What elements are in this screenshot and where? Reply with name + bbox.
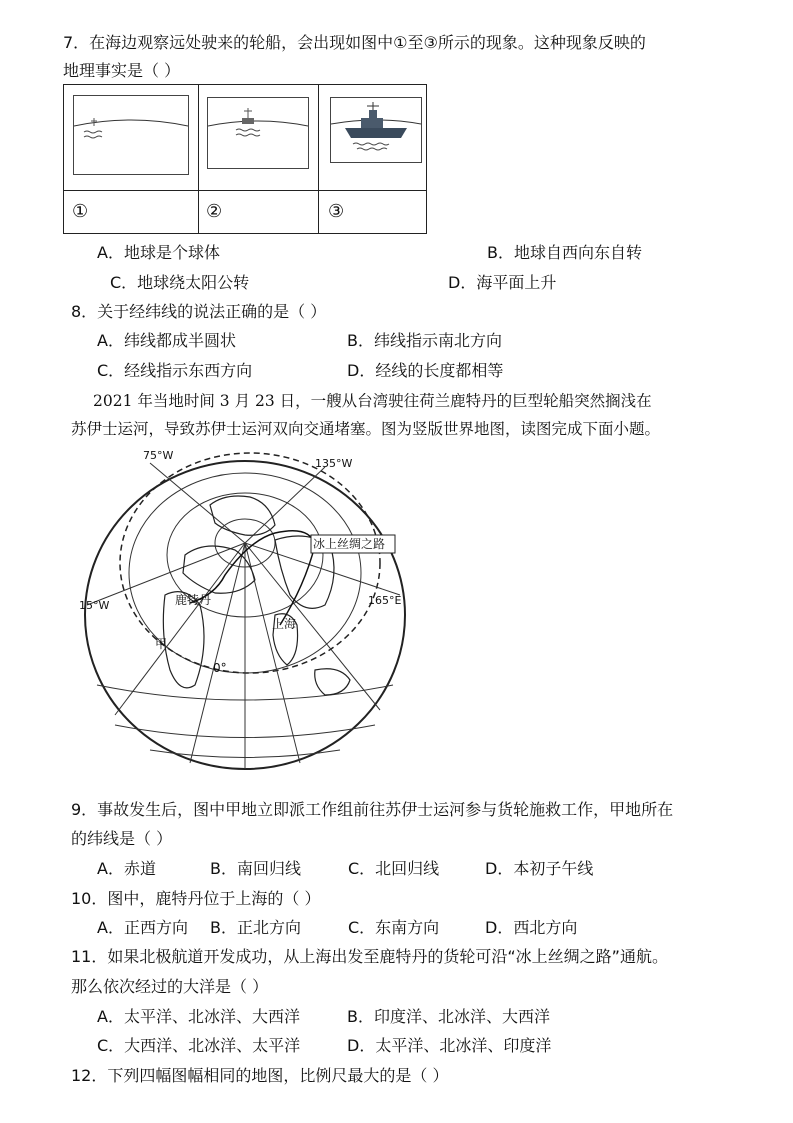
label-rotterdam: 鹿特丹 xyxy=(175,593,212,607)
q10-option-a[interactable]: A．正西方向 xyxy=(97,918,188,937)
label-15w: 15°W xyxy=(79,599,110,612)
label-shanghai: 上海 xyxy=(272,617,297,631)
q7-stem-line1: 7．在海边观察远处驶来的轮船，会出现如图中①至③所示的现象。这种现象反映的 xyxy=(63,33,646,52)
q11-option-c[interactable]: C．大西洋、北冰洋、太平洋 xyxy=(97,1036,301,1055)
ship-scene-1 xyxy=(73,95,189,175)
q9-option-d[interactable]: D．本初子午线 xyxy=(485,859,594,878)
q9-stem-line2: 的纬线是（ ） xyxy=(71,829,173,848)
ship-scene-3 xyxy=(330,97,422,163)
vertical-world-map xyxy=(75,445,430,775)
q9-option-b[interactable]: B．南回归线 xyxy=(210,859,301,878)
ship-scene-2 xyxy=(207,97,309,169)
q8-stem: 8．关于经纬线的说法正确的是（ ） xyxy=(71,302,327,321)
q9-option-a[interactable]: A．赤道 xyxy=(97,859,156,878)
q8-option-b[interactable]: B．纬线指示南北方向 xyxy=(347,331,502,350)
q7-option-d[interactable]: D．海平面上升 xyxy=(448,273,557,292)
q11-option-a[interactable]: A．太平洋、北冰洋、大西洋 xyxy=(97,1007,300,1026)
q7-option-c[interactable]: C．地球绕太阳公转 xyxy=(110,273,250,292)
cell-label-1: ① xyxy=(72,201,89,222)
passage-line1: 2021 年当地时间 3 月 23 日，一艘从台湾驶往荷兰鹿特丹的巨型轮船突然搁浅在 xyxy=(93,392,652,410)
label-ice-silk-road: 冰上丝绸之路 xyxy=(313,537,386,551)
q7-figure-table xyxy=(63,84,427,234)
cell-label-3: ③ xyxy=(328,201,345,222)
cell-label-2: ② xyxy=(206,201,223,222)
label-jia: 甲 xyxy=(155,637,168,651)
q8-option-d[interactable]: D．经线的长度都相等 xyxy=(347,361,504,380)
q7-stem-line2: 地理事实是（ ） xyxy=(63,61,181,80)
q12-stem: 12．下列四幅图幅相同的地图，比例尺最大的是（ ） xyxy=(71,1066,449,1085)
label-75w: 75°W xyxy=(143,449,174,462)
passage-line2: 苏伊士运河，导致苏伊士运河双向交通堵塞。图为竖版世界地图，读图完成下面小题。 xyxy=(71,420,661,438)
label-zero: 0° xyxy=(213,661,227,675)
label-165e: 165°E xyxy=(368,594,402,607)
q10-option-d[interactable]: D．西北方向 xyxy=(485,918,578,937)
q11-stem-line1: 11．如果北极航道开发成功，从上海出发至鹿特丹的货轮可沿“冰上丝绸之路”通航。 xyxy=(71,947,668,966)
q11-option-d[interactable]: D．太平洋、北冰洋、印度洋 xyxy=(347,1036,552,1055)
q10-option-b[interactable]: B．正北方向 xyxy=(210,918,301,937)
q11-option-b[interactable]: B．印度洋、北冰洋、大西洋 xyxy=(347,1007,550,1026)
q11-stem-line2: 那么依次经过的大洋是（ ） xyxy=(71,977,269,996)
q7-option-b[interactable]: B．地球自西向东自转 xyxy=(487,243,642,262)
q9-stem-line1: 9．事故发生后，图中甲地立即派工作组前往苏伊士运河参与货轮施救工作，甲地所在 xyxy=(71,800,674,819)
q7-option-a[interactable]: A．地球是个球体 xyxy=(97,243,220,262)
q10-stem: 10．图中，鹿特丹位于上海的（ ） xyxy=(71,889,321,908)
label-135w: 135°W xyxy=(315,457,353,470)
q8-option-a[interactable]: A．纬线都成半圆状 xyxy=(97,331,236,350)
q8-option-c[interactable]: C．经线指示东西方向 xyxy=(97,361,253,380)
q9-option-c[interactable]: C．北回归线 xyxy=(348,859,440,878)
q10-option-c[interactable]: C．东南方向 xyxy=(348,918,440,937)
